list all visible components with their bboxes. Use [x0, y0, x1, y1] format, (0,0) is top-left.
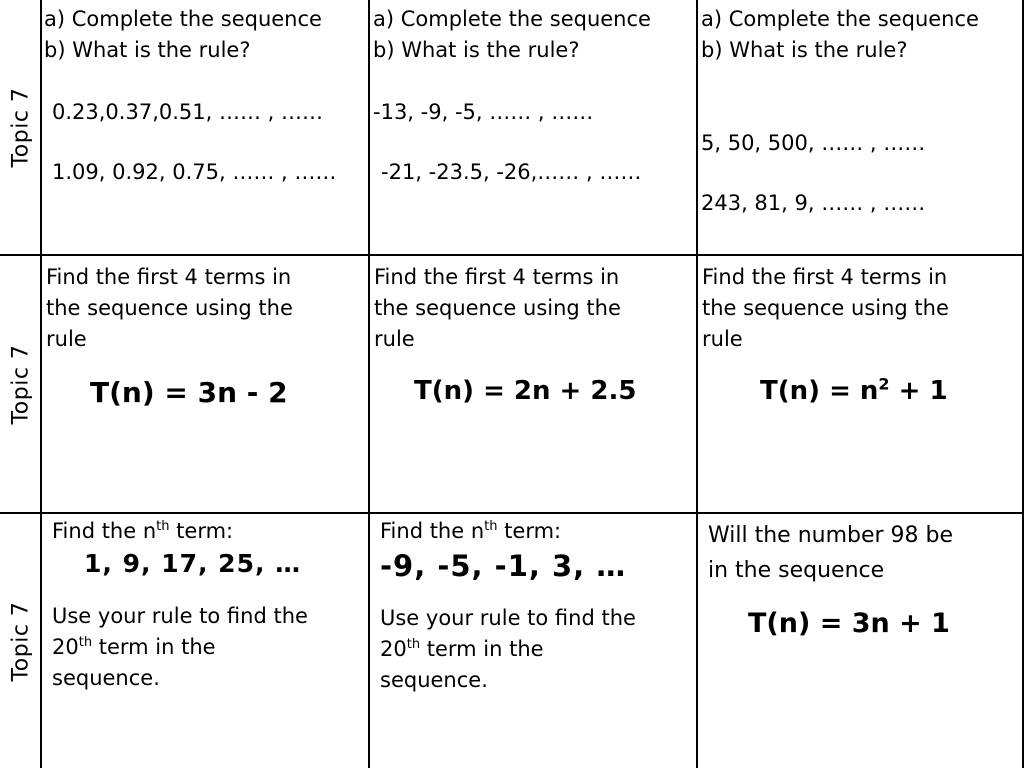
instruction-line: the sequence using the: [702, 296, 949, 320]
question-line: in the sequence: [708, 558, 885, 583]
instruction-line: Find the first 4 terms in: [46, 265, 292, 289]
instruction-a: a) Complete the sequence: [701, 7, 979, 31]
rule-formula: $T(n) = n^2 + 1$: [760, 374, 948, 406]
instruction-line: rule: [702, 327, 743, 351]
column-divider: [368, 0, 370, 768]
row-divider: [0, 512, 1024, 514]
instruction-line: rule: [374, 327, 415, 351]
question-cell-r2c2: [374, 262, 694, 510]
topic-label-row-3: Topic 7: [8, 601, 34, 681]
question-cell-r3c3: [708, 518, 1020, 766]
instruction-line: Use your rule to find the: [52, 604, 308, 628]
given-sequence: -9, -5, -1, 3, …: [380, 549, 627, 583]
instruction-line: the sequence using the: [374, 296, 621, 320]
instruction-line: rule: [46, 327, 87, 351]
instruction-line: the sequence using the: [46, 296, 293, 320]
question-cell-r1c1: [44, 4, 366, 252]
question-cell-r3c1: [52, 516, 366, 766]
question-cell-r1c2: [373, 4, 695, 252]
instruction-b: b) What is the rule?: [44, 38, 251, 62]
topic-label-row-2: Topic 7: [8, 344, 34, 424]
row-divider: [0, 254, 1024, 256]
instruction-line: Use your rule to find the: [380, 606, 636, 630]
rule-formula: T(n) = 2n + 2.5: [414, 376, 637, 406]
instruction-line: Find the first 4 terms in: [702, 265, 948, 289]
instruction-line: 20th term in the: [380, 637, 544, 661]
column-divider: [696, 0, 698, 768]
sequence-1: 0.23,0.37,0.51, …… , ……: [52, 100, 324, 124]
sequence-2: 1.09, 0.92, 0.75, …… , ……: [52, 160, 337, 184]
sequence-1: 5, 50, 500, …… , ……: [701, 131, 926, 155]
sequence-1: -13, -9, -5, …… , ……: [373, 100, 594, 124]
question-cell-r2c1: [46, 262, 366, 510]
rule-formula: T(n) = 3n - 2: [90, 376, 288, 409]
nth-term-prompt: Find the $n^{th}$ term:: [380, 519, 562, 543]
instruction-a: a) Complete the sequence: [44, 7, 322, 31]
sequence-2: 243, 81, 9, …… , ……: [701, 191, 926, 215]
question-cell-r3c2: [380, 516, 694, 766]
instruction-line: sequence.: [380, 668, 488, 692]
question-cell-r1c3: [701, 4, 1021, 252]
instruction-b: b) What is the rule?: [701, 38, 908, 62]
instruction-line: Find the first 4 terms in: [374, 265, 620, 289]
topic-label-row-1: Topic 7: [8, 87, 34, 167]
question-line: Will the number 98 be: [708, 523, 954, 548]
question-cell-r2c3: [702, 262, 1020, 510]
rule-formula: T(n) = 3n + 1: [748, 608, 950, 639]
given-sequence: 1, 9, 17, 25, …: [84, 549, 302, 578]
nth-term-prompt: Find the $n^{th}$ term:: [52, 519, 234, 543]
instruction-line: sequence.: [52, 666, 160, 690]
instruction-a: a) Complete the sequence: [373, 7, 651, 31]
instruction-b: b) What is the rule?: [373, 38, 580, 62]
sequence-2: -21, -23.5, -26,…… , ……: [381, 160, 642, 184]
instruction-line: 20th term in the: [52, 635, 216, 659]
